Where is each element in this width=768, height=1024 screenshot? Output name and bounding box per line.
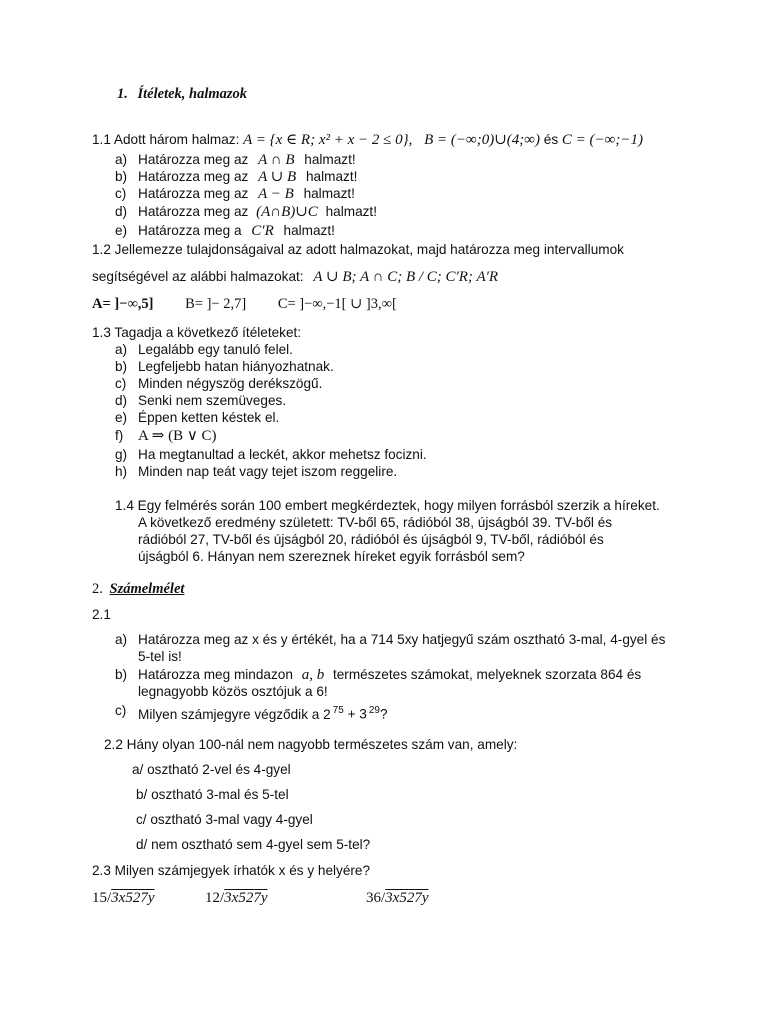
item-label: b)	[115, 169, 128, 184]
list-item: a/ osztható 2-vel és 4-gyel	[132, 762, 291, 777]
item-label: d)	[115, 204, 128, 219]
item-text: Határozza meg az	[138, 186, 249, 201]
item-math: A ∩ B	[258, 152, 295, 168]
item-label: d)	[115, 393, 128, 408]
set-a-definition: A = {x ∈ R; x² + x − 2 ≤ 0},	[243, 132, 413, 148]
item-text: Határozza meg a	[138, 223, 242, 238]
item-after: halmazt!	[306, 169, 358, 184]
item-text: Határozza meg az	[138, 204, 249, 219]
problem-2-2-lead: 2.2 Hány olyan 100-nál nem nagyobb természetes szám van, amely:	[104, 737, 518, 752]
section-2-heading	[92, 581, 184, 598]
list-item	[115, 427, 217, 445]
problem-1-2-line-1: 1.2 Jellemezze tulajdonságaival az adott halmazokat, majd határozza meg intervallumok	[92, 242, 624, 257]
list-item	[115, 341, 293, 358]
item-label: g)	[115, 447, 128, 462]
section-2-number: 2.	[92, 581, 103, 597]
definition-a: A= ]−∞,5]	[92, 296, 154, 312]
exponent-1: 75	[332, 705, 344, 716]
list-item	[115, 409, 279, 426]
item-label: f)	[115, 428, 124, 443]
item-label: c)	[115, 703, 127, 718]
item-math: A ∪ B	[258, 169, 297, 185]
item-label: a)	[115, 342, 128, 357]
item-label: h)	[115, 464, 128, 479]
section-1-number: 1.	[117, 86, 128, 102]
item-text: Éppen ketten késtek el.	[138, 410, 280, 425]
item-text: Minden négyszög derékszögű.	[138, 376, 323, 391]
divisibility-item	[205, 890, 268, 907]
list-item	[115, 222, 335, 240]
problem-1-4-line-4: újságból 6. Hányan nem szereznek híreket egyik forrásból sem?	[138, 549, 525, 564]
item-after: halmazt!	[325, 204, 377, 219]
item-text-post: ?	[379, 706, 388, 722]
definition-b: B= ]− 2,7]	[185, 296, 247, 312]
item-text-mid: + 3	[347, 706, 367, 722]
item-math: (A∩B)∪C	[256, 204, 318, 220]
list-item	[115, 446, 427, 463]
item-math: a, b	[301, 667, 325, 683]
number-overline: 3x527y	[385, 890, 429, 906]
item-text: Legfeljebb hatan hiányozhatnak.	[138, 359, 334, 374]
list-item	[115, 702, 388, 723]
item-math: C′R	[251, 223, 274, 239]
problem-1-3-lead: 1.3 Tagadja a következő ítéleteket:	[92, 325, 302, 340]
set-c-definition: C = (−∞;−1)	[561, 132, 643, 148]
problem-1-2-line-2	[92, 268, 498, 286]
list-item: d/ nem osztható sem 4-gyel sem 5-tel?	[136, 837, 371, 852]
item-text: A ⇒ (B ∨ C)	[138, 428, 217, 444]
list-item	[115, 631, 665, 648]
item-text-pre: Milyen számjegyre végződik a 2	[138, 706, 331, 722]
list-item	[115, 375, 322, 392]
item-text: Legalább egy tanuló felel.	[138, 342, 293, 357]
item-text: Határozza meg az	[138, 152, 249, 167]
item-text: Határozza meg az x és y értékét, ha a 714 5xy hatjegyű szám osztható 3-mal, 4-gyel és	[138, 632, 666, 647]
problem-2-1-lead: 2.1	[92, 607, 111, 622]
list-item	[115, 185, 355, 203]
divisibility-item	[92, 890, 155, 907]
list-item	[115, 463, 397, 480]
and-word: és	[543, 132, 559, 147]
divisibility-item	[366, 890, 429, 907]
list-item	[115, 203, 377, 221]
item-text: Ha megtanultad a leckét, akkor mehetsz focizni.	[138, 447, 427, 462]
list-item	[115, 392, 286, 409]
divisor: 12/	[205, 890, 225, 906]
problem-1-1-lead-text: 1.1 Adott három halmaz:	[92, 132, 240, 147]
problem-1-2-sets: A ∪ B; A ∩ C; B / C; C′R; A′R	[313, 269, 499, 285]
item-text-continued: legnagyobb közös osztójuk a 6!	[138, 684, 328, 699]
item-text: Senki nem szemüveges.	[138, 393, 287, 408]
problem-1-1-lead	[92, 131, 643, 149]
list-item	[115, 151, 356, 169]
item-after: halmazt!	[283, 223, 335, 238]
exponent-2: 29	[368, 705, 380, 716]
problem-1-2-definitions	[92, 296, 397, 313]
item-text: Minden nap teát vagy tejet iszom reggelire.	[138, 464, 398, 479]
list-item	[115, 358, 334, 375]
list-item: c/ osztható 3-mal vagy 4-gyel	[136, 812, 313, 827]
item-after: halmazt!	[303, 186, 355, 201]
set-b-definition: B = (−∞;0)∪(4;∞)	[424, 132, 540, 148]
problem-1-4-line-3: rádióból 27, TV-ből és újságból 20, rádióból és újságból 9, TV-ből, rádióból és	[138, 532, 604, 547]
definition-c: C= ]−∞,−1[ ∪ ]3,∞[	[277, 296, 397, 312]
divisor: 15/	[92, 890, 112, 906]
item-text: Határozza meg az	[138, 169, 249, 184]
divisor: 36/	[366, 890, 386, 906]
number-overline: 3x527y	[111, 890, 155, 906]
item-label: e)	[115, 410, 128, 425]
list-item	[115, 666, 641, 684]
section-2-title: Számelmélet	[109, 581, 185, 597]
list-item: b/ osztható 3-mal és 5-tel	[136, 787, 289, 802]
section-1-heading	[117, 86, 247, 103]
item-text-pre: Határozza meg mindazon	[138, 667, 293, 682]
item-label: e)	[115, 223, 128, 238]
item-label: c)	[115, 186, 127, 201]
problem-1-4-line-1: 1.4 Egy felmérés során 100 embert megkérdeztek, hogy milyen forrásból szerzik a híreket.	[115, 498, 660, 513]
item-text-post: természetes számokat, melyeknek szorzata 864 és	[332, 667, 642, 682]
item-label: b)	[115, 359, 128, 374]
item-after: halmazt!	[304, 152, 356, 167]
problem-1-4-line-2: A következő eredmény született: TV-ből 65, rádióból 38, újságból 39. TV-ből és	[138, 515, 613, 530]
item-label: b)	[115, 667, 128, 682]
number-overline: 3x527y	[224, 890, 268, 906]
item-label: a)	[115, 632, 128, 647]
problem-2-3-lead: 2.3 Milyen számjegyek írhatók x és y helyére?	[92, 863, 371, 878]
list-item	[115, 168, 357, 186]
item-label: c)	[115, 376, 127, 391]
item-text-continued: 5-tel is!	[138, 649, 182, 664]
item-label: a)	[115, 152, 128, 167]
problem-1-2-line-2-text: segítségével az alábbi halmazokat:	[92, 269, 304, 284]
section-1-title: Ítéletek, halmazok	[137, 86, 248, 102]
item-math: A − B	[258, 186, 294, 202]
